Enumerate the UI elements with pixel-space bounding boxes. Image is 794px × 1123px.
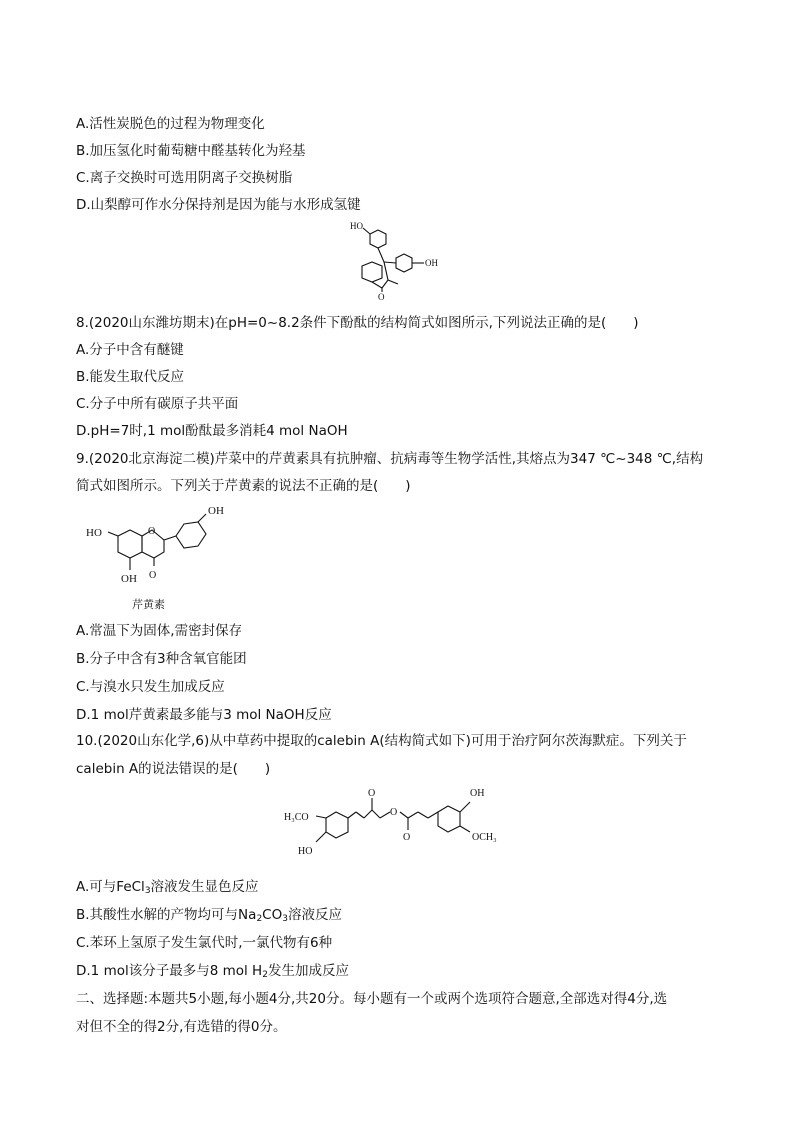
q10-stem-line-2: calebin A的说法错误的是( ) bbox=[76, 761, 271, 777]
calebin-ester-o-label: O bbox=[390, 807, 398, 818]
section-2-instructions-line-2: 对但不全的得2分,有选错的得0分。 bbox=[76, 1019, 287, 1035]
phenolphthalein-oh-label: OH bbox=[425, 258, 438, 268]
q7-option-b: B.加压氢化时葡萄糖中醛基转化为羟基 bbox=[76, 143, 306, 159]
phenolphthalein-structure bbox=[340, 218, 460, 308]
q10-option-d: D.1 mol该分子最多与8 mol $H_2$发生加成反应 bbox=[76, 963, 349, 980]
phenolphthalein-o-label: O bbox=[378, 292, 385, 302]
q9-option-b: B.分子中含有3种含氧官能团 bbox=[76, 651, 247, 667]
q9-stem-line-2: 简式如图所示。下列关于芹黄素的说法不正确的是( ) bbox=[76, 478, 411, 494]
apigenin-ring-o-label: O bbox=[148, 526, 156, 537]
q9-option-a: A.常温下为固体,需密封保存 bbox=[76, 623, 243, 639]
q10-stem-line-1: 10.(2020山东化学,6)从中草药中提取的calebin A(结构简式如下)可用于治疗阿尔茨海默症。下列关于 bbox=[76, 733, 687, 749]
q7-option-c: C.离子交换时可选用阴离子交换树脂 bbox=[76, 170, 293, 186]
q8-option-d: D.pH=7时,1 mol酚酞最多消耗4 mol NaOH bbox=[76, 423, 348, 439]
q10-option-b: B.其酸性水解的产物均可与$Na_2CO_3$溶液反应 bbox=[76, 907, 342, 924]
q8-option-b: B.能发生取代反应 bbox=[76, 369, 185, 385]
q8-option-c: C.分子中所有碳原子共平面 bbox=[76, 396, 239, 412]
calebin-och3-left-label: H₃CO bbox=[284, 812, 309, 823]
apigenin-ho-left-label: HO bbox=[86, 527, 102, 539]
calebin-oh-left-label: HO bbox=[298, 846, 313, 857]
calebin-oh-right-label: OH bbox=[470, 788, 485, 799]
calebin-carbonyl-o-label: O bbox=[403, 832, 411, 843]
apigenin-keto-o-label: O bbox=[149, 570, 157, 581]
apigenin-oh-bottom-label: OH bbox=[121, 573, 137, 585]
q8-stem: 8.(2020山东潍坊期末)在pH=0~8.2条件下酚酞的结构简式如图所示,下列说法正确的是( ) bbox=[76, 315, 639, 331]
q9-option-d: D.1 mol芹黄素最多能与3 mol NaOH反应 bbox=[76, 707, 332, 723]
apigenin-caption: 芹黄素 bbox=[132, 599, 165, 611]
q7-option-d: D.山梨醇可作水分保持剂是因为能与水形成氢键 bbox=[76, 197, 361, 213]
calebin-och3-right-label: OCH₃ bbox=[472, 832, 497, 843]
calebin-keto-o-label: O bbox=[368, 788, 376, 799]
phenolphthalein-ho-label: HO bbox=[350, 221, 363, 231]
q9-stem-line-1: 9.(2020北京海淀二模)芹菜中的芹黄素具有抗肿瘤、抗病毒等生物学活性,其熔点为347 ℃~348 ℃,结构 bbox=[76, 451, 704, 467]
apigenin-oh-top-label: OH bbox=[208, 505, 224, 517]
section-2-instructions-line-1: 二、选择题:本题共5小题,每小题4分,共20分。每小题有一个或两个选项符合题意,全部选对得4分,选 bbox=[76, 991, 668, 1007]
q7-option-a: A.活性炭脱色的过程为物理变化 bbox=[76, 116, 265, 132]
q8-option-a: A.分子中含有醚键 bbox=[76, 342, 184, 358]
calebin-a-structure bbox=[284, 780, 524, 870]
q9-option-c: C.与溴水只发生加成反应 bbox=[76, 679, 225, 695]
q10-option-a: A.可与FeCl$_3$溶液发生显色反应 bbox=[76, 879, 259, 896]
q10-option-c: C.苯环上氢原子发生氯代时,一氯代物有6种 bbox=[76, 935, 333, 951]
apigenin-structure bbox=[84, 500, 244, 616]
